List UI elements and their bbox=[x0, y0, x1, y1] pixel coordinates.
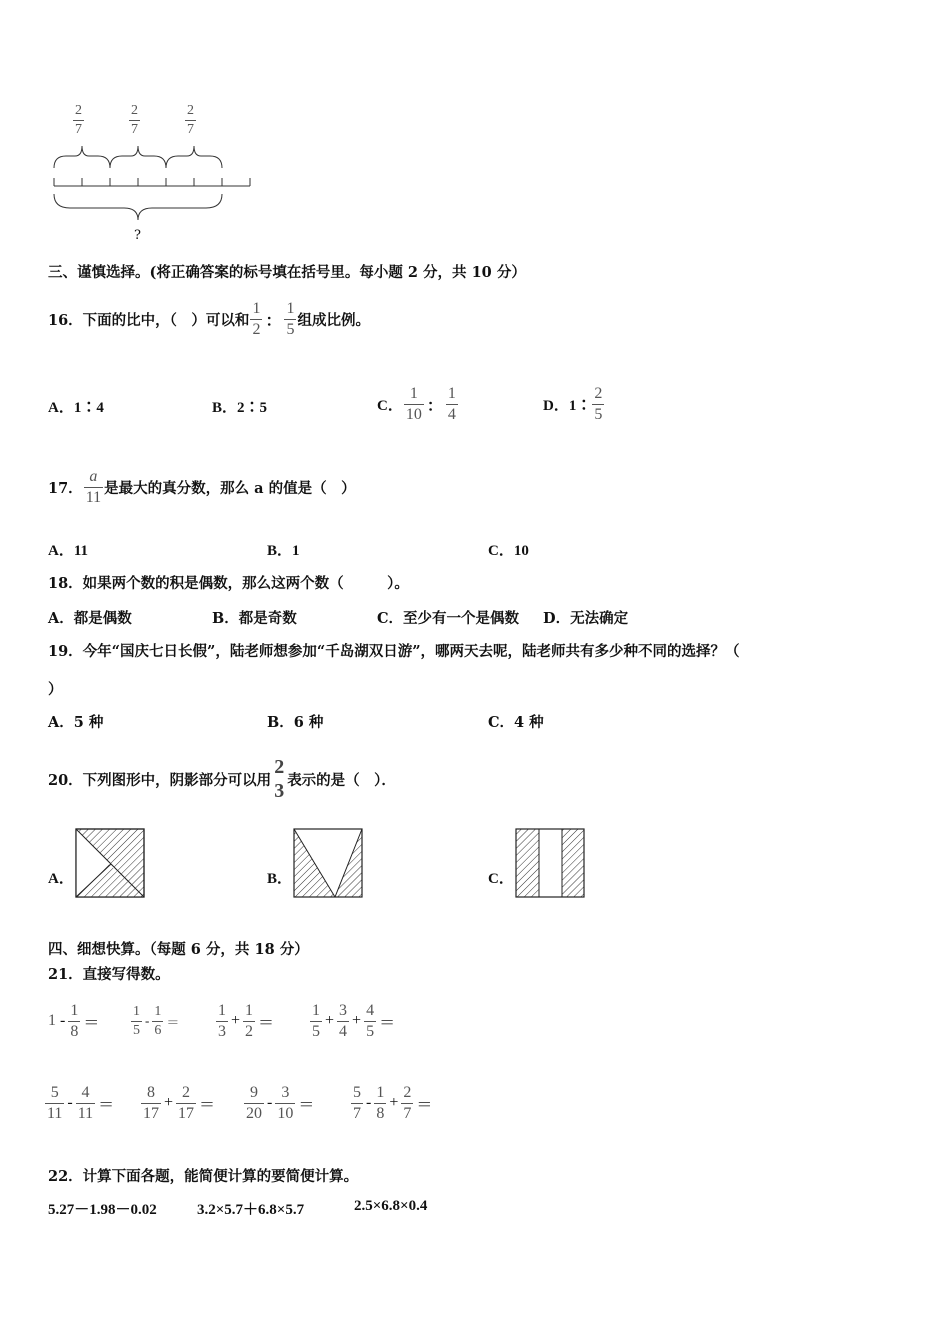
brace-number-line-diagram bbox=[48, 100, 258, 250]
q17-option-c[interactable]: C．10 bbox=[488, 543, 529, 559]
q21-row1-expr4: $\frac{1}{5}$ + $\frac{3}{4}$ + $\frac{4}{5}$ ＝ bbox=[312, 1001, 396, 1040]
q16-prefix: 16．下面的比中，（ ）可以和 bbox=[48, 311, 250, 329]
q17-option-a[interactable]: A．11 bbox=[48, 543, 89, 559]
q16-option-c[interactable]: C． $\frac{1}{10}$ ： $\frac{1}{4}$ bbox=[377, 384, 456, 423]
brace-label-2: $\frac{2}{7}$ bbox=[131, 103, 138, 137]
q16-option-b[interactable]: B．2∶5 bbox=[212, 400, 268, 416]
q20-option-b-label[interactable]: B． bbox=[267, 871, 293, 887]
question-20: 20．下列图形中，阴影部分可以用 2 3 表示的是（ ）． bbox=[48, 756, 396, 802]
q20-option-a-figure[interactable] bbox=[75, 828, 147, 900]
q20-option-b-figure[interactable] bbox=[293, 828, 365, 900]
q16-ratio-a: $\frac{1}{2}$ bbox=[252, 299, 261, 338]
q16-option-d[interactable]: D．1∶ $\frac{2}{5}$ bbox=[543, 384, 603, 423]
q19-option-b[interactable]: B．6 种 bbox=[267, 714, 324, 731]
q18-option-a[interactable]: A．都是偶数 bbox=[48, 610, 132, 627]
q20-option-c-label[interactable]: C． bbox=[488, 871, 514, 887]
question-19-line-2: ） bbox=[48, 681, 63, 698]
q21-row1-expr3: $\frac{1}{3}$ + $\frac{1}{2}$ ＝ bbox=[218, 1001, 275, 1040]
question-21-title: 21．直接写得数。 bbox=[48, 966, 170, 983]
top-brace-3 bbox=[166, 146, 222, 168]
q16-suffix: 组成比例。 bbox=[297, 311, 370, 329]
top-brace-2 bbox=[110, 146, 166, 168]
number-line-svg bbox=[48, 100, 258, 250]
section-4-title: 四、细想快算。（每题 6 分，共 18 分） bbox=[48, 941, 309, 958]
question-16 bbox=[48, 287, 370, 351]
q22-expr-1: 5.27－1.98－0.02 bbox=[48, 1202, 157, 1218]
question-17: 17． $\frac{a}{11}$ 是最大的真分数，那么 a 的值是（ ） bbox=[48, 467, 356, 506]
question-mark: ? bbox=[134, 228, 141, 243]
q22-expr-2: 3.2×5.7＋6.8×5.7 bbox=[197, 1202, 305, 1218]
question-22-title: 22．计算下面各题，能简便计算的要简便计算。 bbox=[48, 1168, 359, 1185]
q21-row1-expr1: 1 - $\frac{1}{8}$ ＝ bbox=[48, 1001, 100, 1040]
question-18: 18．如果两个数的积是偶数，那么这两个数（ ）。 bbox=[48, 575, 409, 592]
q16-ratio-sep: ： bbox=[265, 312, 282, 330]
q18-option-c[interactable]: C．至少有一个是偶数 bbox=[377, 610, 520, 627]
q16-c-frac-b: $\frac{1}{4}$ bbox=[447, 384, 456, 423]
bottom-brace bbox=[54, 194, 222, 220]
q16-c-frac-a: $\frac{1}{10}$ bbox=[405, 384, 422, 423]
section-3-title: 三、谨慎选择。(将正确答案的标号填在括号里。每小题 2 分，共 10 分） bbox=[48, 264, 526, 281]
q20-option-c-figure[interactable] bbox=[515, 828, 587, 900]
q17-option-b[interactable]: B．1 bbox=[267, 543, 300, 559]
q21-row2-expr3: $\frac{9}{20}$ - $\frac{3}{10}$ ＝ bbox=[246, 1083, 315, 1122]
q21-row2-expr1: $\frac{5}{11}$ - $\frac{4}{11}$ ＝ bbox=[47, 1083, 115, 1122]
brace-label-3: $\frac{2}{7}$ bbox=[187, 103, 194, 137]
q19-option-c[interactable]: C．4 种 bbox=[488, 714, 544, 731]
q17-frac: $\frac{a}{11}$ bbox=[85, 467, 102, 506]
q20-option-a-label[interactable]: A． bbox=[48, 871, 74, 887]
q21-row1-expr2: $\frac{1}{5}$ - $\frac{1}{6}$ ＝ bbox=[133, 1003, 180, 1038]
q19-option-a[interactable]: A．5 种 bbox=[48, 714, 104, 731]
question-19-line-1: 19．今年“国庆七日长假”，陆老师想参加“千岛湖双日游”，哪两天去呢，陆老师共有多少种不同的选择？（ bbox=[48, 643, 740, 660]
q21-row2-expr2: $\frac{8}{17}$ + $\frac{2}{17}$ ＝ bbox=[143, 1083, 216, 1122]
q16-option-a[interactable]: A．1∶4 bbox=[48, 400, 104, 416]
brace-label-1: $\frac{2}{7}$ bbox=[75, 103, 82, 137]
q16-ratio-b: $\frac{1}{5}$ bbox=[286, 299, 295, 338]
q16-d-frac: $\frac{2}{5}$ bbox=[594, 384, 603, 423]
q22-expr-3: 2.5×6.8×0.4 bbox=[354, 1198, 428, 1214]
top-brace-1 bbox=[54, 146, 110, 168]
q21-row2-expr4: $\frac{5}{7}$ - $\frac{1}{8}$ + $\frac{2}{7}$ ＝ bbox=[353, 1083, 433, 1122]
q18-option-d[interactable]: D．无法确定 bbox=[543, 610, 629, 627]
q20-frac: 2 3 bbox=[274, 756, 285, 802]
q18-option-b[interactable]: B．都是奇数 bbox=[212, 610, 297, 627]
